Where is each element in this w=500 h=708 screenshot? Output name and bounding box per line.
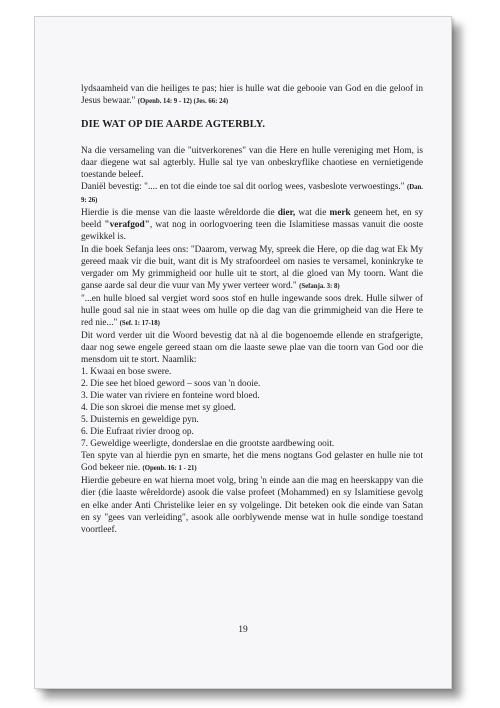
paragraph-4-text: In die boek Sefanja lees ons: "Daarom, verwag My, spreek die Here, op die dag wat Ek My gereed maak vir die buit, want dit is My strafoordeel om nasies te versamel, koninkryke te vergader om My grimmigheid oor hulle uit te stort, al die gloed van My toorn. Want die ganse aarde sal deur die vuur van My ywer verteer word.": [81, 244, 423, 291]
paragraph-1: Na die versameling van die "uitverkorenes" van die Here en hulle vereniging met Hom, is daar diegene wat sal agterbly. Hulle sal tye van onbeskryflike chaotiese en vernietigende toestande beleef.: [81, 146, 423, 181]
bold-word-verafgod: "verafgod": [104, 220, 150, 231]
intro-text: lydsaamheid van die heiliges te pas; hier is hulle wat die gebooie van God en die geloof in Jesus bewaar.": [81, 84, 423, 107]
paragraph-2-reference: (Dan. 9: 26): [81, 184, 423, 205]
paragraph-7-reference: (Openb. 16: 1 - 21): [142, 465, 197, 473]
list-item: 2. Die see het bloed geword – soos van 'n dooie.: [81, 379, 261, 390]
plagues-list: [81, 366, 423, 450]
bold-word-merk: merk: [329, 208, 351, 219]
paragraph-4-reference: (Sefanja. 3: 8): [299, 282, 340, 290]
page-number: 19: [238, 625, 248, 635]
paragraph-6: Dit word verder uit die Woord bevestig dat nà al die bogenoemde ellende en strafgerigte, daar nog sewe engele gereed staan om die laaste sewe plae van die toorn van God oor die mensdom uit te stort. Naamlik:: [81, 330, 423, 365]
p3-part-e: , wat nog in oorlogvoering teen die Islamitiese massas vanuit die ooste gewikkel is.: [81, 220, 423, 243]
intro-paragraph: [81, 83, 423, 108]
list-item: 7. Geweldige weerligte, donderslae en die grootste aardbewing ooit.: [81, 439, 335, 450]
paragraph-7-text: Ten spyte van al hierdie pyn en smarte, het die mens nogtans God gelaster en hulle nie tot God bekeer nie.: [81, 451, 423, 474]
paragraph-5-text: "...en hulle bloed sal vergiet word soos stof en hulle ingewande soos drek. Hulle silwer of hulle goud sal nie in staat wees om hulle op die dag van die grimmigheid van die Here te red nie...": [81, 293, 423, 328]
paragraph-5-reference: (Sef. 1: 17-18): [119, 319, 160, 327]
list-item: 4. Die son skroei die mense met sy gloed.: [81, 403, 236, 414]
list-item: 3. Die water van riviere en fonteine word bloed.: [81, 391, 260, 402]
list-item: 5. Duisternis en geweldige pyn.: [81, 415, 199, 426]
paragraph-3: [81, 207, 423, 243]
section-heading: DIE WAT OP DIE AARDE AGTERBLY.: [81, 119, 266, 131]
book-page: [34, 16, 452, 689]
paragraph-5: [81, 293, 423, 330]
intro-reference: (Openb. 14: 9 - 12) (Jes. 66: 24): [137, 98, 229, 106]
paragraph-2-text: Daniël bevestig: ".... en tot die einde toe sal dit oorlog wees, vasbeslote verwoestings.": [81, 182, 405, 193]
paragraph-7: [81, 450, 423, 475]
page-body: [81, 83, 423, 536]
bold-word-dier: dier,: [277, 208, 296, 219]
paragraph-8: Hierdie gebeure en wat hierna moet volg, bring 'n einde aan die mag en heerskappy van die dier (die laaste wêreldorde) asook die valse profeet (Mohammed) en sy Islamitiese gevolg en elke ander Anti Christelike leier en sy volgelinge. Dit beteken ook die einde van Satan en sy "gees van verleiding", asook alle oorblywende mense wat in hulle sondige toestand voortleef.: [81, 476, 423, 535]
list-item: 1. Kwaai en bose swere.: [81, 366, 172, 377]
paragraph-2: [81, 181, 423, 207]
p3-part-d: geneem het, en sy beeld: [81, 208, 423, 231]
p3-part-c: wat die: [295, 208, 330, 219]
list-item: 6. Die Eufraat rivier droog op.: [81, 427, 194, 438]
paragraph-4: [81, 244, 423, 293]
p3-part-a: Hierdie is die mense van die laaste wêreldorde die: [81, 208, 278, 219]
